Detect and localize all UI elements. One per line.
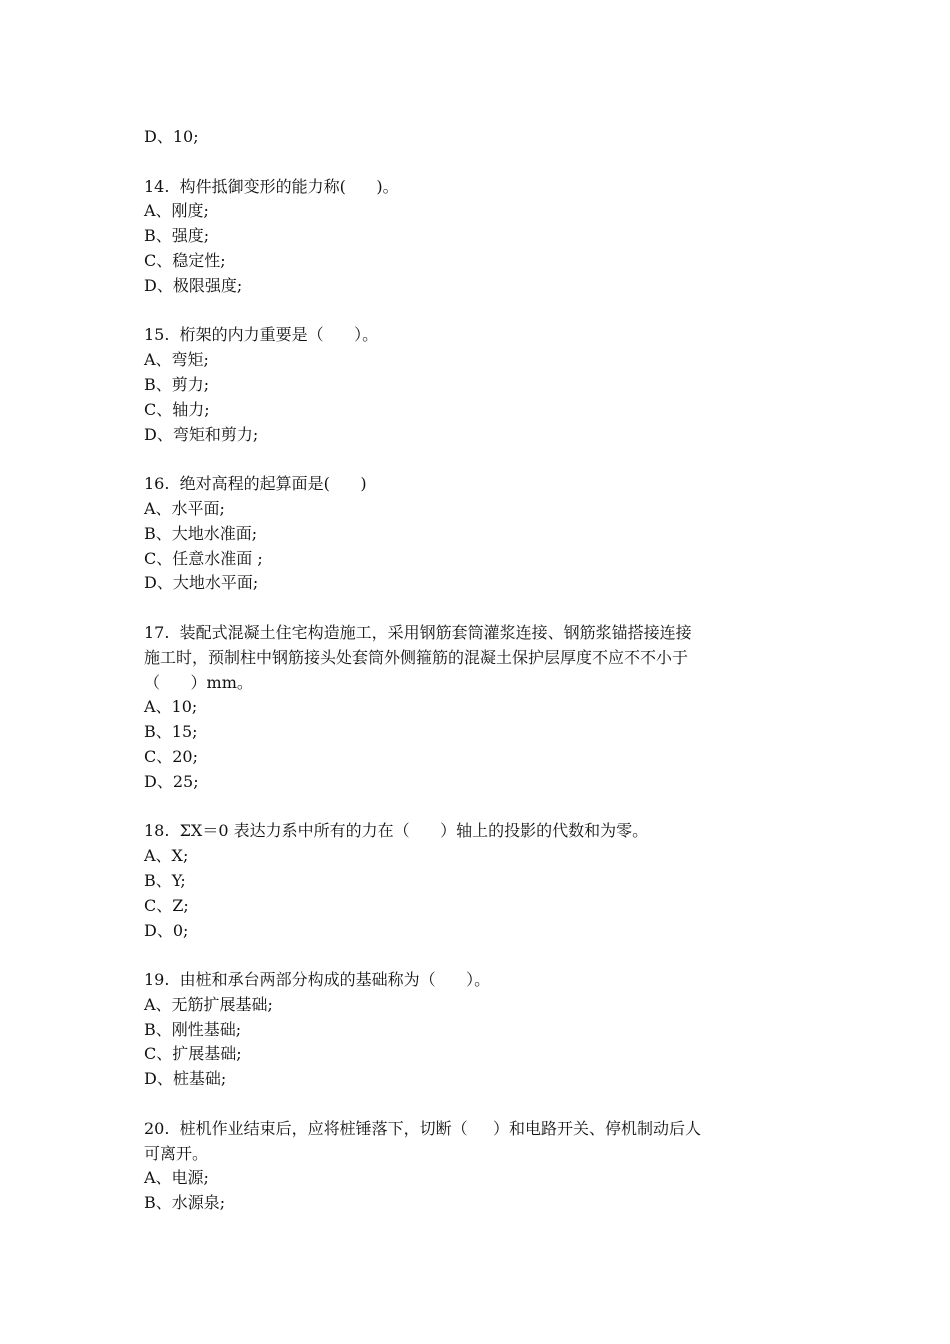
- option-d: D、0;: [144, 920, 189, 940]
- question-stem-line-2: 可离开。: [144, 1143, 209, 1163]
- option-c: C、轴力;: [144, 399, 210, 419]
- option-b: B、大地水准面;: [144, 523, 258, 543]
- option-a: A、弯矩;: [144, 350, 209, 370]
- option-c: C、稳定性;: [144, 250, 226, 270]
- question-16: [144, 472, 814, 596]
- option-b: B、剪力;: [144, 374, 210, 394]
- question-stem-line-1: 20. 桩机作业结束后，应将桩锤落下，切断（ ）和电路开关、停机制动后人: [144, 1118, 702, 1138]
- question-stem: 16. 绝对高程的起算面是( ): [144, 474, 367, 494]
- question-stem: 18. ΣX＝0 表达力系中所有的力在（ ）轴上的投影的代数和为零。: [144, 821, 649, 841]
- question-19: [144, 968, 814, 1092]
- option-a: A、水平面;: [144, 498, 225, 518]
- option-c: C、扩展基础;: [144, 1044, 242, 1064]
- question-stem: 15. 桁架的内力重要是（ ）。: [144, 325, 379, 345]
- option-d: D、弯矩和剪力;: [144, 424, 259, 444]
- option-d: D、25;: [144, 771, 199, 791]
- option-c: C、Z;: [144, 895, 189, 915]
- option-a: A、10;: [144, 697, 198, 717]
- option-c: C、20;: [144, 746, 198, 766]
- question-14: [144, 175, 814, 299]
- option-a: A、电源;: [144, 1168, 209, 1188]
- question-17: [144, 621, 814, 795]
- option-c: C、任意水准面 ;: [144, 548, 263, 568]
- option-b: B、强度;: [144, 226, 210, 246]
- option-a: A、无筋扩展基础;: [144, 994, 273, 1014]
- option-b: B、水源泉;: [144, 1193, 226, 1213]
- question-20: [144, 1117, 814, 1216]
- question-18: [144, 819, 814, 943]
- option-b: B、Y;: [144, 870, 186, 890]
- question-15: [144, 323, 814, 447]
- option-b: B、刚性基础;: [144, 1019, 242, 1039]
- option-a: A、X;: [144, 846, 189, 866]
- option-b: B、15;: [144, 722, 198, 742]
- question-stem-line-3: （ ）mm。: [144, 672, 253, 692]
- question-stem-line-1: 17. 装配式混凝土住宅构造施工，采用钢筋套筒灌浆连接、钢筋浆锚搭接连接: [144, 622, 692, 642]
- question-stem: 19. 由桩和承台两部分构成的基础称为（ ）。: [144, 970, 491, 990]
- carryover-option-d: D、10;: [144, 127, 199, 146]
- document-page: [144, 125, 814, 1216]
- question-stem: 14. 构件抵御变形的能力称( )。: [144, 176, 399, 196]
- question-stem-line-2: 施工时，预制柱中钢筋接头处套筒外侧箍筋的混凝土保护层厚度不应不不小于: [144, 647, 689, 667]
- option-a: A、刚度;: [144, 201, 209, 221]
- option-d: D、大地水平面;: [144, 573, 259, 593]
- option-d: D、极限强度;: [144, 275, 243, 295]
- option-d: D、桩基础;: [144, 1069, 227, 1089]
